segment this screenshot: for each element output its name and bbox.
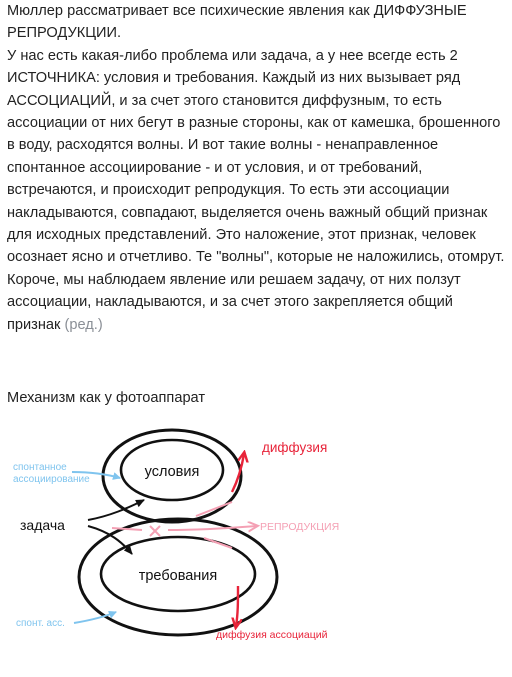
- label-spontaneous-line2: ассоциирование: [13, 474, 90, 485]
- edited-label[interactable]: (ред.): [64, 316, 103, 333]
- label-spont-short: спонт. асс.: [16, 618, 65, 629]
- diagram-caption: Механизм как у фотоаппарат: [7, 390, 206, 406]
- label-requirements: требования: [138, 568, 218, 584]
- diagram-svg: [0, 420, 512, 677]
- post-paragraph: [7, 0, 505, 336]
- post-lead-text: Мюллер рассматривает все психические явления как ДИФФУЗНЫЕ РЕПРОДУКЦИИ.: [7, 3, 467, 42]
- diagram-image: [0, 420, 512, 677]
- label-task: задача: [20, 517, 65, 533]
- post-main-text: У нас есть какая-либо проблема или задача, а у нее всегде есть 2 ИСТОЧНИКА: условия и требования. Каждый из них вызывает ряд АССОЦИАЦИЙ, и за счет этого становится диффузным, то есть ассоциации от них бегут в разные стороны, как от камешка, брошенного в воду, расходятся волны. И вот такие волны - ненаправленное спонтанное ассоциирование - и от условия, и от требований, встречаются, и происходит репродукция. То есть эти ассоциации накладываются, совпадают, выделяется очень важный общий признак для исходных представлений. Это наложение, этот признак, человек осознает ясно и отчетливо. Те "волны", которые не наложились, отомрут. Короче, мы наблюдаем явление или решаем задачу, от них ползут ассоциации, накладываются, и за счет этого закрепляется общий признак: [7, 47, 505, 333]
- label-conditions: условия: [144, 464, 200, 480]
- label-spontaneous-line1: спонтанное: [13, 462, 67, 473]
- label-reproduction: РЕПРОДУКЦИЯ: [260, 521, 340, 533]
- spontaneous-arrows: [72, 472, 120, 623]
- post-body: [7, 0, 505, 336]
- label-diffusion: диффузия: [262, 440, 328, 455]
- label-diffusion-assoc: диффузия ассоциаций: [216, 629, 328, 641]
